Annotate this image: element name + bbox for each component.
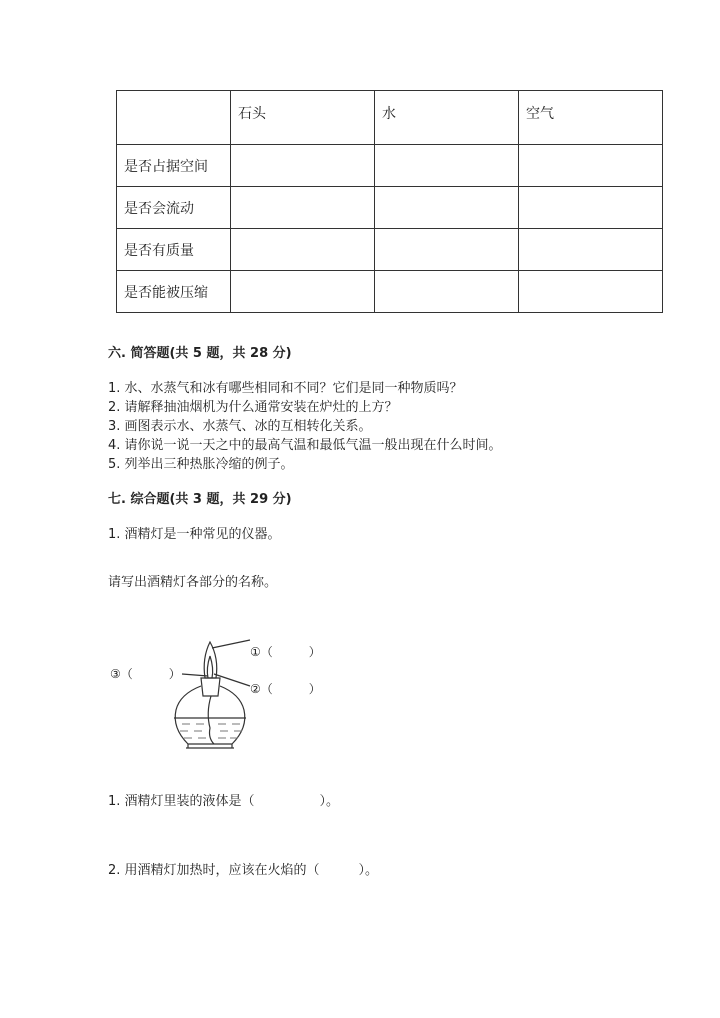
- label-2: ②（ ）: [250, 682, 321, 696]
- answer-cell[interactable]: [231, 271, 375, 313]
- row-label: 是否会流动: [117, 187, 231, 229]
- answer-cell[interactable]: [231, 145, 375, 187]
- instruction: 请写出酒精灯各部分的名称。: [108, 575, 278, 590]
- sub-question-1: 1. 酒精灯里装的液体是（ ）。: [108, 794, 340, 809]
- row-label: 是否有质量: [117, 229, 231, 271]
- table-header-row: [117, 91, 663, 145]
- section-7-title: 七. 综合题(共 3 题，共 29 分): [108, 492, 292, 507]
- question: 3. 画图表示水、水蒸气、冰的互相转化关系。: [108, 419, 372, 434]
- answer-cell[interactable]: [375, 187, 519, 229]
- answer-cell[interactable]: [375, 271, 519, 313]
- row-label: 是否能被压缩: [117, 271, 231, 313]
- label-3: ③（ ）: [110, 667, 181, 681]
- table-row: [117, 145, 663, 187]
- table-row: [117, 187, 663, 229]
- question: 5. 列举出三种热胀冷缩的例子。: [108, 457, 294, 472]
- properties-table: [116, 90, 663, 313]
- table-row: [117, 229, 663, 271]
- question: 1. 酒精灯是一种常见的仪器。: [108, 527, 281, 542]
- table-header-cell: 空气: [519, 91, 663, 145]
- table-header-cell: 水: [375, 91, 519, 145]
- answer-cell[interactable]: [231, 229, 375, 271]
- table-row: [117, 271, 663, 313]
- table-header-cell: 石头: [231, 91, 375, 145]
- question: 2. 请解释抽油烟机为什么通常安装在炉灶的上方？: [108, 400, 398, 415]
- label-1: ①（ ）: [250, 645, 321, 659]
- answer-cell[interactable]: [519, 229, 663, 271]
- alcohol-lamp-diagram: [110, 638, 340, 763]
- row-label: 是否占据空间: [117, 145, 231, 187]
- answer-cell[interactable]: [375, 229, 519, 271]
- question: 1. 水、水蒸气和冰有哪些相同和不同？它们是同一种物质吗？: [108, 381, 463, 396]
- answer-cell[interactable]: [519, 187, 663, 229]
- question: 4. 请你说一说一天之中的最高气温和最低气温一般出现在什么时间。: [108, 438, 502, 453]
- section-6-title: 六. 简答题(共 5 题，共 28 分): [108, 346, 292, 361]
- table-header-cell: [117, 91, 231, 145]
- answer-cell[interactable]: [231, 187, 375, 229]
- sub-question-2: 2. 用酒精灯加热时，应该在火焰的（ ）。: [108, 863, 379, 878]
- answer-cell[interactable]: [375, 145, 519, 187]
- answer-cell[interactable]: [519, 271, 663, 313]
- answer-cell[interactable]: [519, 145, 663, 187]
